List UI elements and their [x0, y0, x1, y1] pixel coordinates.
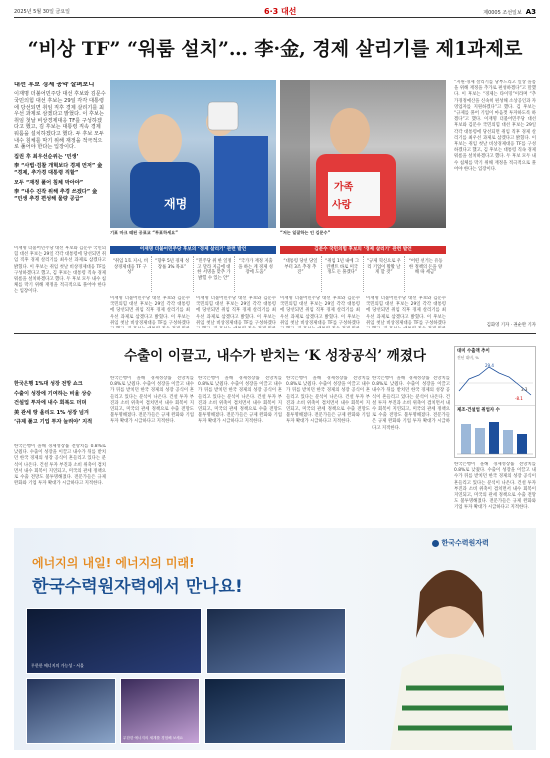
- section2-column-1: 한국은행이 올해 경제성장률 전망치를 0.8%로 낮췄다. 수출이 성장을 이끌고 내수가 뒤를 받치던 한국 경제의 성장 공식이 흔들리고 있다는 분석이 나온다. 건설 투자 부진과 소비 위축이 겹치면서 내수 회복이 지연되고, 미국의 관세 정책으로 수출 전망도 불투명해졌다. 전문가들은 규제 완화와 기업 투자 확대가 시급하다고 지적한다.: [14, 444, 106, 487]
- section2-column-4: 한국은행이 올해 경제성장률 전망치를 0.8%로 낮췄다. 수출이 성장을 이끌고 내수가 뒤를 받치던 한국 경제의 성장 공식이 흔들리고 있다는 분석이 나온다. 건설 투자 부진과 소비 위축이 겹치면서 내수 회복이 지연되고, 미국의 관세 정책으로 수출 전망도 불투명해졌다. 전문가들은 규제 완화와 기업 투자 확대가 시급하다고 지적한다.: [286, 376, 370, 425]
- quotes-right: [280, 256, 446, 292]
- article-column-2: 이재명 더불어민주당 대선 후보와 김문수 국민의힘 대선 후보는 29일 각각 대통령에 당선되면 취임 직후 경제 살리기를 최우선 과제로 삼겠다고 밝혔다. 이 후보는 취임 첫날 비상경제대응 TF를 구성하겠다: [110, 296, 190, 326]
- ad-caption-1: 무한한 에너지의 가능성 - 서울: [31, 663, 84, 668]
- ad-image-1: [26, 608, 202, 674]
- ad-model-image: [354, 548, 534, 750]
- sidebar-sub3: 모두 “재정 풀어 침체 막아야”: [14, 179, 84, 186]
- chart-title-1: 대미 수출액 추이: [457, 349, 490, 354]
- paper-info: [483, 8, 536, 16]
- ad-tagline: 에너지의 내일! 에너지의 미래!: [32, 556, 195, 570]
- section2-column-right: 한국은행이 올해 경제성장률 전망치를 0.8%로 낮췄다. 수출이 성장을 이끌고 내수가 뒤를 받치던 한국 경제의 성장 공식이 흔들리고 있다는 분석이 나온다. 건설 투자 부진과 소비 위축이 겹치면서 내수 회복이 지연되고, 미국의 관세 정책으로 수출 전망도 불투명해졌다. 전문가들은 규제 완화와 기업 투자 확대가 시급하다고 지적한다.: [454, 462, 536, 511]
- quote-left-2: “향후 5년 경제 성장률 3% 목표”: [152, 256, 194, 292]
- quote-left-1: “취임 1호 지시, 비상경제대응 TF 구성”: [110, 256, 152, 292]
- section2-sub2: 건설업 투자에 내수 회복도 더뎌: [14, 400, 87, 407]
- sidebar-sub1: 집권 후 최우선순위는 ‘민생’: [14, 153, 79, 160]
- right-body-text-cont: 이재명 더불어민주당 대선 후보와 김문수 국민의힘 대선 후보는 29일 각각 대통령에 당선되면 취임 직후 경제 살리기를 최우선 과제로 삼겠다고 밝혔다. 이 후보는 취임 첫날 비상경제대응 TF를 구성하겠다고 했고, 김 후보는 대통령 직속 경제 워룸을 설치하겠다고 했다. 두 후보 모두 내수 침체를 막기 위해 재정을 적극적으로 풀어야 한다는 입장이다.: [454, 117, 536, 172]
- section2-sub3: 美 관세 땅 올리도 1% 성장 넘겨: [14, 409, 89, 416]
- ad-image-5: [204, 678, 346, 744]
- ad-image-4: [120, 678, 200, 744]
- quote-right-1: “대통령 당선 당일부터 3조 추경 추진”: [280, 256, 322, 292]
- brand-icon: [432, 540, 439, 547]
- quote-bar-left: 이재명 더불어민주당 후보의 ‘경제 살리기’ 관련 발언: [110, 246, 276, 254]
- section-label: 6·3 대선: [264, 7, 297, 16]
- quote-left-3: “민주당 위 한 일정 고 달라 지금에 대한 서명을 맞추 가 밝힐 수 있는 안”: [194, 256, 236, 292]
- sidebar: [14, 82, 106, 242]
- candidate-photo-right: [280, 80, 446, 228]
- quote-right-2: “취임 1년 내에 그린벨트 바로 미국 정도 돈 풀겠다”: [322, 256, 364, 292]
- paper-name: 제0005 조선일보: [483, 10, 522, 16]
- issue-date: 2025년 5월 30일 금요일: [14, 9, 71, 15]
- sidebar-title: 대선 후보 경제 공약 살펴보니: [14, 82, 95, 88]
- section2-headline: 수출이 이끌고, 내수가 받치는 ‘K 성장공식’ 깨졌다: [124, 348, 426, 364]
- sidebar-intro: 이재명 더불어민주당 대선 후보와 김문수 국민의힘 대선 후보는 29일 각각 대통령에 당선되면 취임 직후 경제 살리기를 최우선 과제로 삼겠다고 밝혔다. 이 후보는 취임 첫날 비상경제대응 TF를 구성하겠다고 했고, 김 후보는 대통령 직속 경제 워룸을 설치하겠다고 했다. 두 후보 모두 내수 침체를 막기 위해 재정을 적극적으로 풀어야 한다는 입장이다.: [14, 91, 106, 151]
- photo-kim-moon-soo: [280, 80, 446, 228]
- export-line-chart: [455, 361, 535, 401]
- candidate-photo-left: [110, 80, 276, 228]
- article-column-4: 이재명 더불어민주당 대선 후보와 김문수 국민의힘 대선 후보는 29일 각각 대통령에 당선되면 취임 직후 경제 살리기를 최우선 과제로 삼겠다고 밝혔다. 이 후보는 취임 첫날 비상경제대응 TF를 구성하겠다: [280, 296, 360, 326]
- right-body-text: “지원·경제 살리기를 당부드리고 일상 돌봄을 위해 재정을 추가로 편성하겠다”고 말했다. 이 후보는 “경제는 타이밍”이라며 “추가경정예산을 신속히 편성해 소상공인과 자영업자를 지원하겠다”고 했다. 김 후보는 “규제를 풀어 기업이 마음껏 투자하도록 하겠다”고 했다.: [454, 80, 536, 123]
- quotes-left: [110, 256, 276, 292]
- ad-image-3: [26, 678, 116, 744]
- svg-text:재명: 재명: [164, 197, 188, 211]
- advertisement: [14, 528, 536, 750]
- article-column-3: 이재명 더불어민주당 대선 후보와 김문수 국민의힘 대선 후보는 29일 각각 대통령에 당선되면 취임 직후 경제 살리기를 최우선 과제로 삼겠다고 밝혔다. 이 후보는 취임 첫날 비상경제대응 TF를 구성하겠다: [196, 296, 276, 326]
- page-number: A3: [525, 8, 536, 16]
- svg-text:사랑: 사랑: [332, 200, 352, 211]
- photo-lee-jae-myung: [110, 80, 276, 228]
- chart-value-top: 29.4: [485, 363, 494, 368]
- quote-right-3: “규제 혁신으로 우리 기업이 활활 날게 할 것”: [364, 256, 406, 292]
- ad-caption-2: 무한한 에너지의 세계를 경험해 보세요: [123, 736, 184, 740]
- chart-title-2: 제조·건설업 취업자 수: [455, 405, 535, 414]
- ad-image-2: [206, 608, 346, 674]
- page-header: [14, 6, 536, 18]
- chart-box: [454, 346, 536, 458]
- chart-unit: 전년 대비, %: [457, 355, 479, 360]
- article-column-1: 이재명 더불어민주당 대선 후보와 김문수 국민의힘 대선 후보는 29일 각각 대통령에 당선되면 취임 직후 경제 살리기를 최우선 과제로 삼겠다고 밝혔다. 이 후보는 취임 첫날 비상경제대응 TF를 구성하겠다고 했고, 김 후보는 대통령 직속 경제 워룸을 설치하겠다고 했다. 두 후보 모두 내수 침체를 막기 위해 재정을 적극적으로 풀어야 한다는 입장이다.: [14, 246, 106, 295]
- caption-left-title: 기표 마크 떼된 공표교 “투표하세요”: [110, 230, 178, 235]
- article-column-5: 이재명 더불어민주당 대선 후보와 김문수 국민의힘 대선 후보는 29일 각각 대통령에 당선되면 취임 직후 경제 살리기를 최우선 과제로 삼겠다고 밝혔다. 이 후보는 취임 첫날 비상경제대응 TF를 구성하겠다: [366, 296, 446, 326]
- article-column-right: [454, 80, 536, 320]
- quote-bar-right: 김문수 국민의힘 후보의 ‘경제 살리기’ 관련 발언: [280, 246, 446, 254]
- quote-left-4: “국가가 재정 지출을 하는 게 경제 성장에 도움”: [238, 259, 273, 276]
- section2-column-2: 한국은행이 올해 경제성장률 전망치를 0.8%로 낮췄다. 수출이 성장을 이끌고 내수가 뒤를 받치던 한국 경제의 성장 공식이 흔들리고 있다는 분석이 나온다. 건설 투자 부진과 소비 위축이 겹치면서 내수 회복이 지연되고, 미국의 관세 정책으로 수출 전망도 불투명해졌다. 전문가들은 규제 완화와 기업 투자 확대가 시급하다고 지적한다.: [110, 376, 194, 425]
- section2-title: 한국은행 1%대 성장 전망 쇼크: [14, 381, 83, 387]
- caption-right-title: “저는 일잘하는 인 김문수”: [280, 230, 331, 235]
- sidebar-sub2: 李 “사법·검찰 개혁보다 경제 먼저” 金 “경제, 추가경 대통령 직할”: [14, 163, 103, 176]
- chart-value-low: -8.1: [515, 396, 523, 401]
- section-divider: [14, 333, 536, 334]
- quote-right-4: “어떤 선거는 유동한 정책의 돈을 양해 따 세금”: [408, 259, 443, 276]
- svg-text:가족: 가족: [334, 182, 354, 193]
- ad-brand-name: 한국수력원자력: [441, 539, 489, 547]
- employment-bar-chart: [455, 414, 535, 460]
- chart-value-mid: 3.3: [521, 387, 528, 392]
- ad-brand-logo: [432, 538, 489, 548]
- byline: 김화영 기자 · 권순완 기자: [486, 323, 536, 328]
- photo-caption-left: [110, 230, 276, 242]
- section2-sub1: 수출이 성장에 기여하는 비율 상승: [14, 390, 92, 397]
- photo-caption-right: [280, 230, 446, 242]
- main-headline: “비상 TF” “워룸 설치”… 李·金, 경제 살리기를 제1과제로: [27, 38, 523, 60]
- section2-sub4: ‘규제 풀고 기업 투자 늘려야’ 지적: [14, 419, 93, 426]
- ad-main-copy: 한국수력원자력에서 만나요!: [32, 577, 243, 597]
- section2-column-3: 한국은행이 올해 경제성장률 전망치를 0.8%로 낮췄다. 수출이 성장을 이끌고 내수가 뒤를 받치던 한국 경제의 성장 공식이 흔들리고 있다는 분석이 나온다. 건설 투자 부진과 소비 위축이 겹치면서 내수 회복이 지연되고, 미국의 관세 정책으로 수출 전망도 불투명해졌다. 전문가들은 규제 완화와 기업 투자 확대가 시급하다고 지적한다.: [198, 376, 282, 425]
- sidebar-sub4: 李 “내수 진작 위해 추경 쓰겠다” 金 “민생 추경 편성해 물량 공급”: [14, 189, 98, 202]
- section2-column-5: 한국은행이 올해 경제성장률 전망치를 0.8%로 낮췄다. 수출이 성장을 이끌고 내수가 뒤를 받치던 한국 경제의 성장 공식이 흔들리고 있다는 분석이 나온다. 건설 투자 부진과 소비 위축이 겹치면서 내수 회복이 지연되고, 미국의 관세 정책으로 수출 전망도 불투명해졌다. 전문가들은 규제 완화와 기업 투자 확대가 시급하다고 지적한다.: [372, 376, 450, 431]
